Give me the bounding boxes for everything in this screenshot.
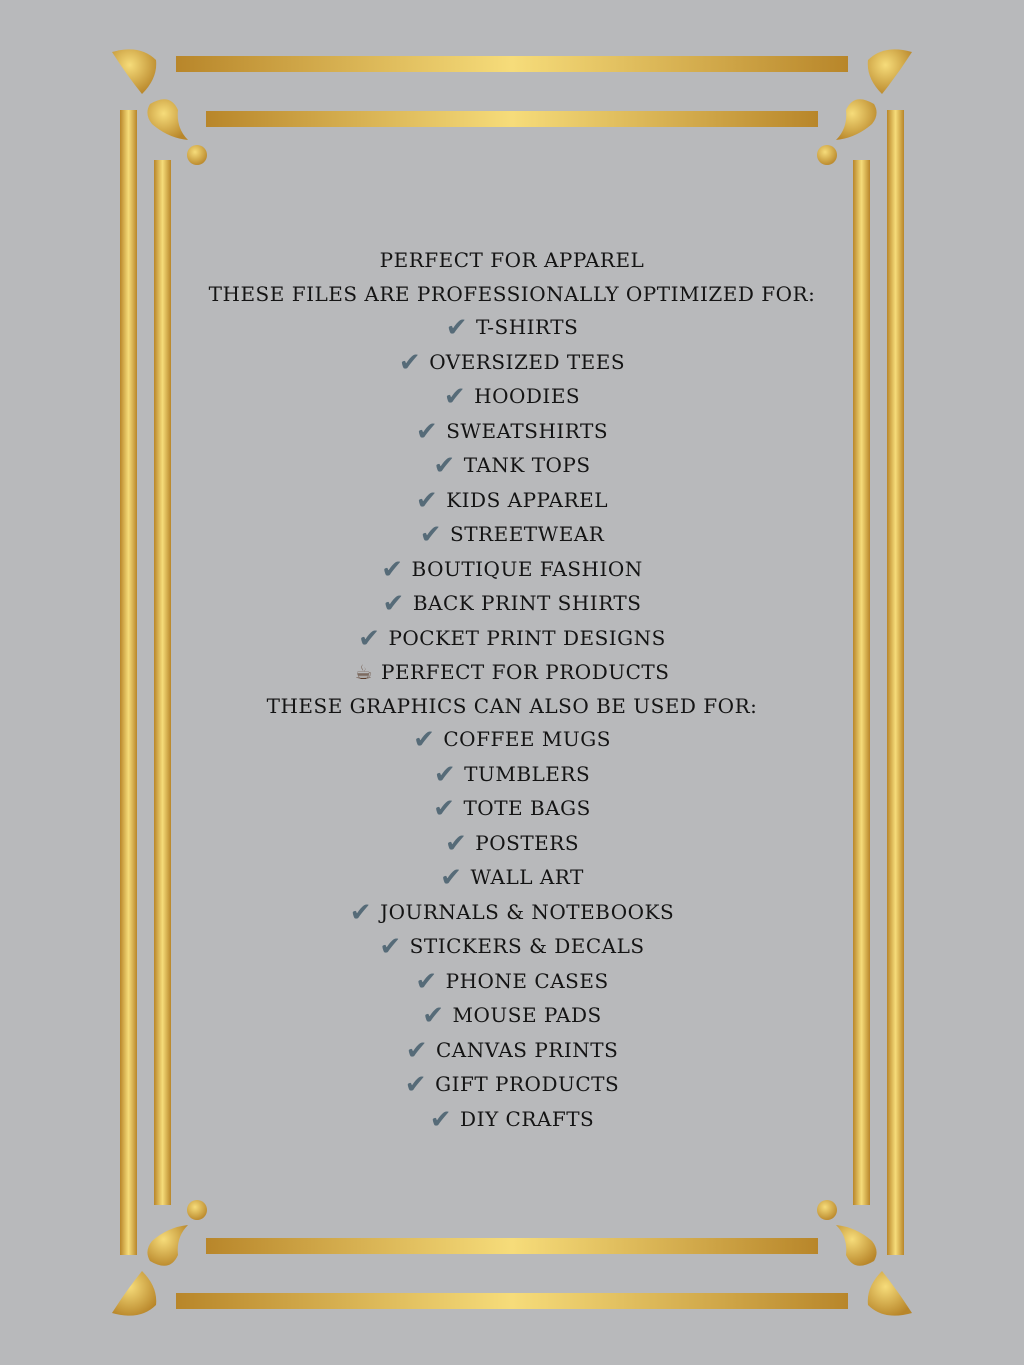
list-item-label: GIFT PRODUCTS xyxy=(435,1072,620,1096)
hot-beverage-icon: ☕ xyxy=(354,660,373,684)
top-inner-bar xyxy=(206,111,818,127)
list-item xyxy=(200,792,824,827)
check-mark-icon: ✔ xyxy=(398,347,422,378)
check-mark-icon: ✔ xyxy=(433,759,457,790)
bottom-outer-bar xyxy=(176,1293,848,1309)
list-item-label: HOODIES xyxy=(474,384,581,408)
list-item-label: WALL ART xyxy=(470,865,584,889)
list-item-label: STREETWEAR xyxy=(450,522,605,546)
left-outer-bar xyxy=(120,110,137,1255)
check-mark-icon: ✔ xyxy=(382,589,405,619)
list-item-label: MOUSE PADS xyxy=(452,1003,602,1027)
list-item-label: TANK TOPS xyxy=(463,453,591,477)
right-inner-bar xyxy=(853,160,870,1205)
list-item-label: BOUTIQUE FASHION xyxy=(411,556,643,581)
check-mark-icon: ✔ xyxy=(413,725,436,755)
list-item-label: SWEATSHIRTS xyxy=(446,418,609,443)
products-heading xyxy=(200,656,824,690)
list-item xyxy=(200,930,824,965)
list-item xyxy=(200,346,824,381)
products-intro: THESE GRAPHICS CAN ALSO BE USED FOR: xyxy=(266,693,758,718)
top-outer-bar xyxy=(176,56,848,72)
check-mark-icon: ✔ xyxy=(419,520,442,550)
list-item xyxy=(200,827,824,862)
check-mark-icon: ✔ xyxy=(381,554,404,585)
list-item xyxy=(200,758,824,793)
right-outer-bar xyxy=(887,110,904,1255)
check-mark-icon: ✔ xyxy=(429,1104,453,1135)
list-item-label: COFFEE MUGS xyxy=(443,727,611,751)
list-item-label: TUMBLERS xyxy=(464,761,591,786)
list-item xyxy=(200,999,824,1034)
list-item-label: T-SHIRTS xyxy=(475,315,579,339)
usage-list xyxy=(200,244,824,1137)
list-item xyxy=(200,1068,824,1103)
list-item xyxy=(200,723,824,758)
list-item xyxy=(200,484,824,519)
apparel-intro: THESE FILES ARE PROFESSIONALLY OPTIMIZED FOR: xyxy=(208,281,816,306)
check-mark-icon: ✔ xyxy=(415,966,438,997)
check-mark-icon: ✔ xyxy=(433,794,456,824)
list-item-label: PHONE CASES xyxy=(445,968,609,993)
check-mark-icon: ✔ xyxy=(443,382,467,412)
list-item xyxy=(200,1034,824,1069)
list-item xyxy=(200,449,824,484)
check-mark-icon: ✔ xyxy=(415,416,439,447)
list-item xyxy=(200,896,824,931)
list-item-label: TOTE BAGS xyxy=(463,796,591,820)
check-mark-icon: ✔ xyxy=(379,932,402,962)
check-mark-icon: ✔ xyxy=(405,1035,428,1066)
list-item xyxy=(200,380,824,415)
check-mark-icon: ✔ xyxy=(404,1070,428,1100)
list-item xyxy=(200,518,824,553)
list-item-label: JOURNALS & NOTEBOOKS xyxy=(380,899,675,924)
check-mark-icon: ✔ xyxy=(358,623,381,654)
apparel-heading: PERFECT FOR APPAREL xyxy=(379,248,645,272)
products-heading-text: PERFECT FOR PRODUCTS xyxy=(381,660,670,684)
product-items xyxy=(200,723,824,1137)
list-item xyxy=(200,622,824,657)
bottom-inner-bar xyxy=(206,1238,818,1254)
check-mark-icon: ✔ xyxy=(433,451,456,481)
check-mark-icon: ✔ xyxy=(444,828,468,859)
list-item-label: KIDS APPAREL xyxy=(446,487,609,512)
check-mark-icon: ✔ xyxy=(440,863,463,893)
check-mark-icon: ✔ xyxy=(422,1001,445,1031)
list-item-label: CANVAS PRINTS xyxy=(436,1037,619,1062)
list-item-label: DIY CRAFTS xyxy=(460,1106,595,1131)
list-item xyxy=(200,553,824,588)
check-mark-icon: ✔ xyxy=(349,897,373,928)
list-item xyxy=(200,965,824,1000)
list-item xyxy=(200,587,824,622)
list-item-label: POCKET PRINT DESIGNS xyxy=(388,625,666,650)
left-inner-bar xyxy=(154,160,171,1205)
list-item-label: POSTERS xyxy=(475,830,580,855)
list-item xyxy=(200,415,824,450)
apparel-items xyxy=(200,311,824,656)
list-item xyxy=(200,861,824,896)
list-item xyxy=(200,311,824,346)
list-item-label: BACK PRINT SHIRTS xyxy=(412,591,642,615)
list-item xyxy=(200,1103,824,1138)
check-mark-icon: ✔ xyxy=(445,313,468,343)
list-item-label: STICKERS & DECALS xyxy=(409,934,645,958)
check-mark-icon: ✔ xyxy=(415,485,439,516)
list-item-label: OVERSIZED TEES xyxy=(429,349,626,374)
